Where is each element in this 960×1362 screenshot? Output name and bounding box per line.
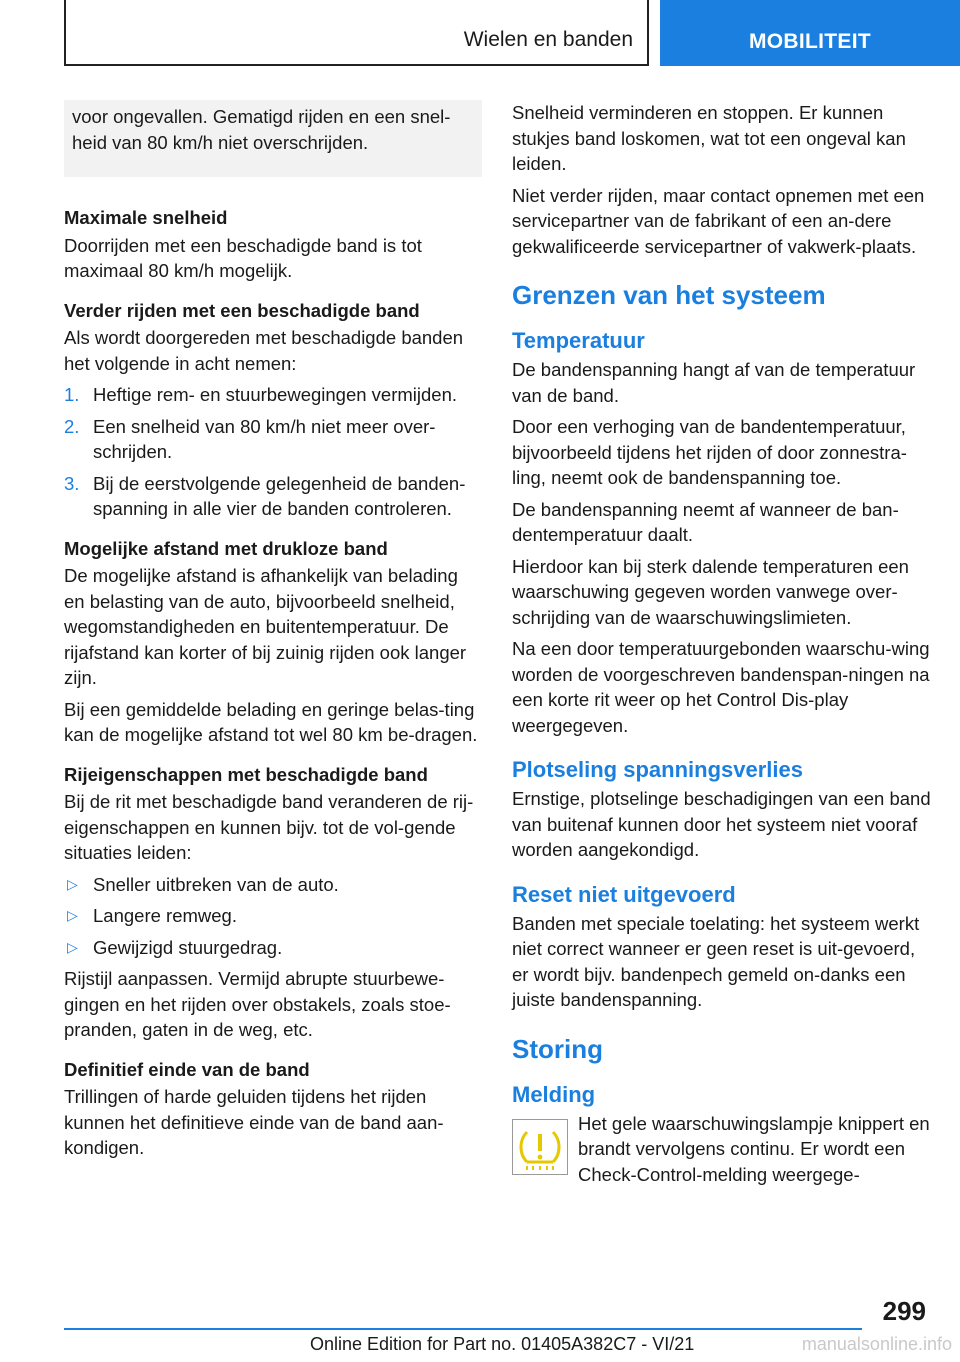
list-item <box>64 935 482 961</box>
header-section-title: Wielen en banden <box>463 28 633 51</box>
note-text: voor ongevallen. Gematigd rijden en een snel-heid van 80 km/h niet overschrijden. <box>72 106 451 153</box>
watermark-text: manualsonline.info <box>801 1334 952 1354</box>
step-text: Bij de eerstvolgende gelegenheid de banden-spanning in alle vier de banden controleren. <box>93 472 466 519</box>
message-text: Het gele waarschuwingslampje knippert en brandt vervolgens continu. Er wordt een Check-Control-melding weergege- <box>578 1112 930 1185</box>
left-column <box>64 100 482 1167</box>
temperature-text-5: Na een door temperatuurgebonden waarschu-wing worden de voorgeschreven bandenspan-ningen na een korte rit weer op het Control Dis-play weergegeven. <box>512 638 930 736</box>
list-item <box>64 903 482 929</box>
distance-text-1: De mogelijke afstand is afhankelijk van belading en belasting van de auto, bijvoorbeeld snelheid, wegomstandigheden en buitentemperatuur. De rijafstand kan korter of bij zuinig rijden ook langer zijn. <box>64 565 467 688</box>
bullet-text: Sneller uitbreken van de auto. <box>93 873 339 895</box>
temperature-text-3: De bandenspanning neemt af wanneer de ban-dentemperatuur daalt. <box>512 498 899 545</box>
right-column <box>512 100 932 1187</box>
distance-heading: Mogelijke afstand met drukloze band <box>64 537 388 559</box>
reset-heading: Reset niet uitgevoerd <box>512 881 736 907</box>
bullet-text: Langere remweg. <box>93 905 237 926</box>
system-limits-heading: Grenzen van het systeem <box>512 280 826 310</box>
temperature-text-1: De bandenspanning hangt af van de temperatuur van de band. <box>512 359 916 406</box>
continued-text-1: Snelheid verminderen en stoppen. Er kunnen stukjes band loskomen, wat tot een ongeval kan leiden. <box>512 102 906 174</box>
tire-end-text: Trillingen of harde geluiden tijdens het rijden kunnen het definitieve einde van de band aan-kondigen. <box>64 1086 444 1158</box>
further-driving-heading: Verder rijden met een beschadigde band <box>64 299 420 321</box>
step-text: Heftige rem- en stuurbewegingen vermijden. <box>93 384 458 405</box>
malfunction-heading: Storing <box>512 1033 603 1064</box>
temperature-text-4: Hierdoor kan bij sterk dalende temperaturen een waarschuwing gegeven worden vanwege over-schrijding van de waarschuwingslimieten. <box>512 555 909 628</box>
tire-pressure-warning-icon <box>512 1119 568 1175</box>
continued-text-2: Niet verder rijden, maar contact opnemen met een servicepartner van de fabrikant of een an-dere gekwalificeerde servicepartner of vakwerk-plaats. <box>512 184 925 257</box>
further-driving-text: Als wordt doorgereden met beschadigde banden het volgende in acht nemen: <box>64 327 464 374</box>
header-chapter-title: MOBILITEIT <box>749 30 871 53</box>
reset-text: Banden met speciale toelating: het systeem werkt niet correct wanneer er geen reset is uit-gevoerd, er wordt bijv. bandenpech gemeld on-danks een juiste bandenspanning. <box>512 912 920 1010</box>
step-number: 3. <box>64 472 80 494</box>
page-number: 299 <box>882 1296 926 1326</box>
list-item <box>64 872 482 898</box>
step-number: 2. <box>64 415 80 437</box>
message-heading: Melding <box>512 1081 596 1107</box>
header-section-box <box>64 0 649 66</box>
triangle-bullet-icon: ▷ <box>67 875 78 892</box>
triangle-bullet-icon: ▷ <box>67 938 78 955</box>
step-number: 1. <box>64 384 80 405</box>
list-item <box>64 414 482 465</box>
driving-style-text: Rijstijl aanpassen. Vermijd abrupte stuurbewe-gingen en het rijden over obstakels, zoals stoe-pranden, gaten in de weg, etc. <box>64 968 451 1040</box>
max-speed-heading: Maximale snelheid <box>64 207 228 228</box>
pressure-loss-text: Ernstige, plotselinge beschadigingen van een band van buitenaf kunnen door het systeem niet vooraf worden aangekondigd. <box>512 788 931 860</box>
header-chapter-tab <box>660 0 960 66</box>
list-item <box>64 471 482 522</box>
edition-text: Online Edition for Part no. 01405A382C7 - VI/21 <box>310 1334 695 1354</box>
pressure-loss-heading: Plotseling spanningsverlies <box>512 757 803 782</box>
warning-text-block <box>578 1111 932 1188</box>
driving-properties-heading: Rijeigenschappen met beschadigde band <box>64 763 428 785</box>
note-box <box>64 100 482 177</box>
bullet-text: Gewijzigd stuurgedrag. <box>93 936 283 958</box>
step-text: Een snelheid van 80 km/h niet meer over-schrijden. <box>93 415 436 462</box>
warning-row <box>512 1111 932 1188</box>
steps-list <box>64 382 482 522</box>
temperature-heading: Temperatuur <box>512 328 645 353</box>
max-speed-text: Doorrijden met een beschadigde band is tot maximaal 80 km/h mogelijk. <box>64 234 422 281</box>
list-item <box>64 382 482 408</box>
footer-divider <box>64 1328 862 1330</box>
driving-properties-text: Bij de rit met beschadigde band veranderen de rij-eigenschappen en kunnen bijv. tot de vol-gende situaties leiden: <box>64 791 474 863</box>
triangle-bullet-icon: ▷ <box>67 907 78 923</box>
distance-text-2: Bij een gemiddelde belading en geringe belas-ting kan de mogelijke afstand tot wel 80 km be-dragen. <box>64 698 478 745</box>
tire-end-heading: Definitief einde van de band <box>64 1058 310 1080</box>
effects-list <box>64 872 482 961</box>
temperature-text-2: Door een verhoging van de bandentemperatuur, bijvoorbeeld tijdens het rijden of door zonnestra-ling, neemt ook de bandenspanning toe. <box>512 416 907 488</box>
